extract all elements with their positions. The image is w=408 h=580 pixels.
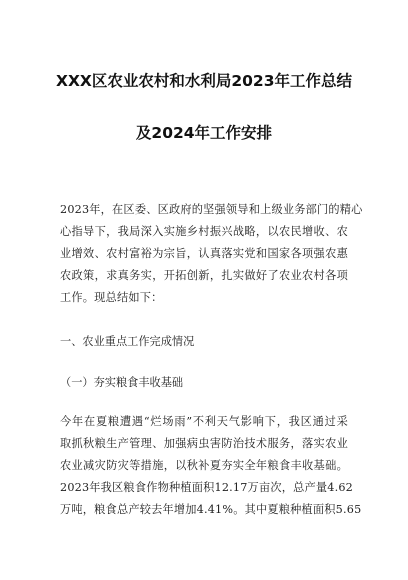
intro-line: 工作。现总结如下： [60, 291, 163, 304]
body-paragraph [60, 411, 362, 521]
intro-line: 2023年，在区委、区政府的坚强领导和上级业务部门的精心 [60, 203, 363, 216]
body-line: 今年在夏粮遭遇“烂场雨”不利天气影响下，我区通过采 [60, 415, 348, 428]
section-heading: 一、农业重点工作完成情况 [60, 335, 195, 348]
body-line: 万吨，粮食总产较去年增加4.41%。其中夏粮种植面积5.65 [60, 503, 362, 516]
body-line: 取抓秋粮生产管理、加强病虫害防治技术服务，落实农业 [60, 437, 348, 450]
intro-line: 业增效、农村富裕为宗旨，认真落实党和国家各项强农惠 [60, 247, 348, 260]
document-title-line-1: XXX区农业农村和水利局2023年工作总结 [56, 72, 352, 90]
intro-line: 心指导下，我局深入实施乡村振兴战略，以农民增收、农 [60, 225, 348, 238]
intro-paragraph [60, 199, 363, 309]
subsection-heading: （一）夯实粮食丰收基础 [60, 376, 184, 389]
body-line: 2023年我区粮食作物种植面积12.17万亩次，总产量4.62 [60, 481, 353, 494]
intro-line: 农政策，求真务实，开拓创新，扎实做好了农业农村各项 [60, 269, 348, 282]
document-title-line-2: 及2024年工作安排 [135, 124, 273, 142]
body-line: 农业减灾防灾等措施，以秋补夏夯实全年粮食丰收基础。 [60, 459, 348, 472]
